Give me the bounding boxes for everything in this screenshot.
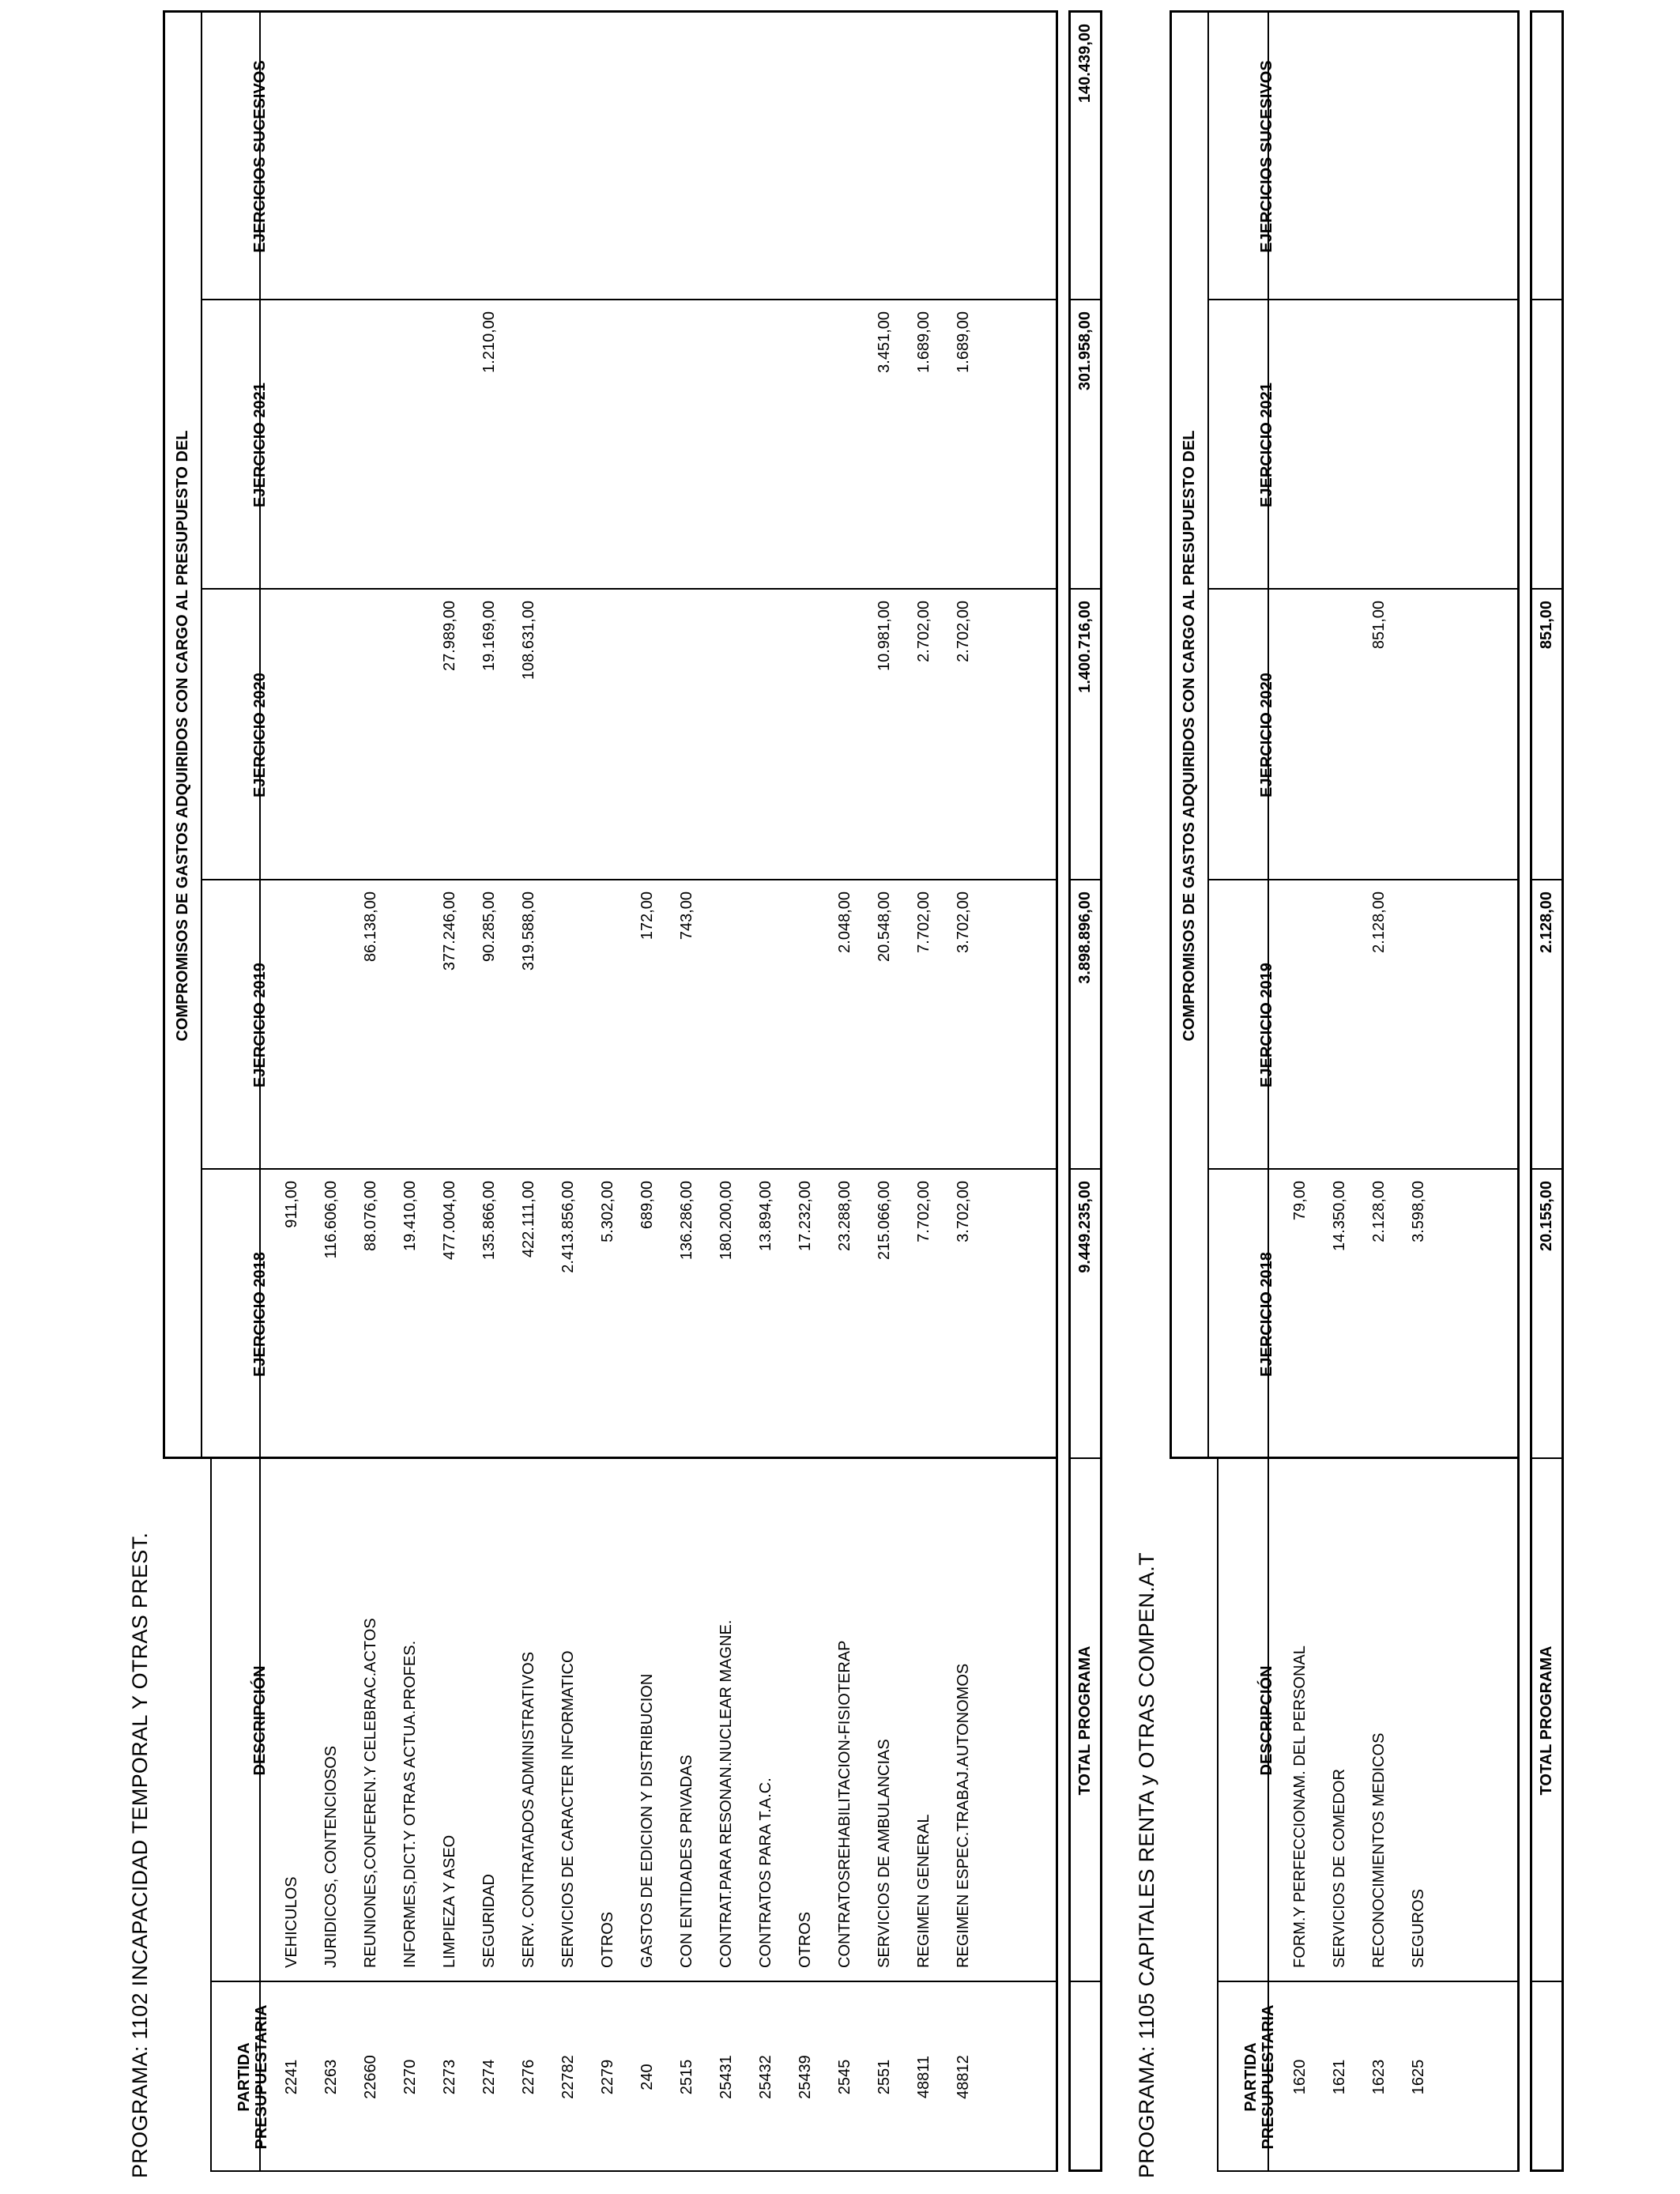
amount-cell: 86.138,00: [362, 892, 379, 962]
program-title: PROGRAMA: 1102 INCAPACIDAD TEMPORAL Y OTRAS PREST.: [128, 1532, 152, 2178]
descripcion-cell: SERV. CONTRATADOS ADMINISTRATIVOS: [520, 1651, 537, 1968]
amount-cell: 2.702,00: [915, 601, 932, 662]
amount-cell: 172,00: [638, 892, 656, 941]
descripcion-cell: CON ENTIDADES PRIVADAS: [678, 1755, 695, 1968]
amount-cell: 689,00: [638, 1181, 656, 1230]
table-top-border: [1170, 13, 1172, 1459]
col-divider: [1207, 879, 1517, 880]
table-top-border-left: [1217, 1459, 1219, 2172]
amount-cell: 116.606,00: [322, 1181, 340, 1259]
total-amount: 301.958,00: [1076, 311, 1094, 391]
table-top-border: [163, 13, 165, 1459]
amount-cell: 10.981,00: [876, 601, 893, 671]
total-label: TOTAL PROGRAMA: [1538, 1646, 1555, 1796]
descripcion-cell: SEGUROS: [1410, 1888, 1427, 1968]
partida-cell: 22660: [362, 2055, 379, 2099]
amount-cell: 19.169,00: [480, 601, 498, 671]
total-divider: [1530, 299, 1561, 300]
amount-cell: 136.286,00: [678, 1181, 695, 1261]
partida-cell: 22782: [559, 2055, 577, 2099]
amount-cell: 215.066,00: [876, 1181, 893, 1261]
amount-cell: 2.413.856,00: [559, 1181, 577, 1273]
amount-cell: 135.866,00: [480, 1181, 498, 1261]
amount-cell: 477.004,00: [441, 1181, 458, 1261]
amount-cell: 1.210,00: [480, 311, 498, 373]
table-right-border: [163, 10, 1058, 13]
descripcion-cell: INFORMES,DICT.Y OTRAS ACTUA.PROFES.: [401, 1640, 419, 1968]
header-year: EJERCICIO 2018: [1258, 1252, 1275, 1377]
header-year: EJERCICIO 2020: [1258, 673, 1275, 797]
header-year: EJERCICIO 2019: [1258, 963, 1275, 1088]
group-header-rule: [201, 13, 202, 1459]
descripcion-cell: SERVICIOS DE CARACTER INFORMATICO: [559, 1650, 577, 1968]
partida-cell: 48812: [955, 2055, 972, 2099]
header-year: EJERCICIO 2021: [1258, 383, 1275, 507]
amount-cell: 422.111,00: [520, 1181, 537, 1258]
amount-cell: 911,00: [283, 1181, 300, 1228]
amount-cell: 13.894,00: [757, 1181, 774, 1251]
descripcion-cell: SERVICIOS DE COMEDOR: [1331, 1769, 1348, 1968]
descripcion-cell: JURIDICOS, CONTENCIOSOS: [322, 1745, 340, 1968]
amount-cell: 2.702,00: [955, 601, 972, 662]
partida-cell: 2279: [599, 2059, 616, 2095]
total-amount: 1.400.716,00: [1076, 601, 1094, 693]
partida-cell: 2515: [678, 2059, 695, 2095]
descripcion-cell: OTROS: [599, 1911, 616, 1968]
amount-cell: 27.989,00: [441, 601, 458, 671]
header-year: EJERCICIO 2021: [251, 383, 269, 507]
amount-cell: 377.246,00: [441, 892, 458, 971]
descripcion-cell: SERVICIOS DE AMBULANCIAS: [876, 1739, 893, 1968]
header-year: EJERCICIOS SUCESIVOS: [1258, 60, 1275, 253]
program-title: PROGRAMA: 1105 CAPITALES RENTA y OTRAS COMPEN.A.T: [1135, 1552, 1158, 2178]
header-partida: PARTIDA PRESUPUESTARIA: [235, 2004, 270, 2150]
partida-cell: 1621: [1331, 2059, 1348, 2095]
partida-cell: 25439: [797, 2055, 814, 2099]
amount-cell: 5.302,00: [599, 1181, 616, 1242]
group-header-rule: [1207, 13, 1209, 1459]
amount-cell: 88.076,00: [362, 1181, 379, 1251]
total-amount: 9.449.235,00: [1076, 1181, 1094, 1273]
amount-cell: 851,00: [1370, 601, 1388, 650]
amount-cell: 14.350,00: [1331, 1181, 1348, 1251]
total-amount: 2.128,00: [1538, 892, 1555, 953]
partida-cell: 25432: [757, 2055, 774, 2099]
amount-cell: 2.128,00: [1370, 1181, 1388, 1242]
descripcion-cell: CONTRATOSREHABILITACION-FISIOTERAP: [836, 1640, 853, 1968]
total-amount: 20.155,00: [1538, 1181, 1555, 1251]
total-divider: [1530, 588, 1561, 590]
table-right-border: [1170, 10, 1520, 13]
partida-cell: 1625: [1410, 2059, 1427, 2095]
col-divider: [1207, 1168, 1517, 1170]
col-divider: [1207, 588, 1517, 590]
partida-cell: 2545: [836, 2059, 853, 2095]
amount-cell: 7.702,00: [915, 892, 932, 953]
header-year: EJERCICIO 2020: [251, 673, 269, 797]
header-descripcion: DESCRIPCIÓN: [251, 1665, 269, 1776]
col-divider: [201, 299, 1056, 300]
table-bottom-border: [1517, 13, 1520, 2172]
partida-cell: 2274: [480, 2059, 498, 2095]
descripcion-cell: CONTRATOS PARA T.A.C.: [757, 1777, 774, 1968]
col-divider: [1207, 299, 1517, 300]
partida-cell: 1623: [1370, 2059, 1388, 2095]
amount-cell: 20.548,00: [876, 892, 893, 962]
amount-cell: 17.232,00: [797, 1181, 814, 1251]
descripcion-cell: CONTRAT.PARA RESONAN.NUCLEAR MAGNE.: [718, 1619, 735, 1968]
header-group: COMPROMISOS DE GASTOS ADQUIRIDOS CON CARGO AL PRESUPUESTO DEL: [174, 430, 191, 1042]
header-group: COMPROMISOS DE GASTOS ADQUIRIDOS CON CARGO AL PRESUPUESTO DEL: [1181, 430, 1198, 1042]
amount-cell: 19.410,00: [401, 1181, 419, 1251]
amount-cell: 743,00: [678, 892, 695, 941]
descripcion-cell: REGIMEN ESPEC.TRABAJ.AUTONOMOS: [955, 1663, 972, 1968]
total-left-rule: [1068, 2169, 1102, 2172]
amount-cell: 1.689,00: [955, 311, 972, 373]
total-right-rule: [1530, 10, 1564, 13]
total-amount: 3.898.896,00: [1076, 892, 1094, 984]
descripcion-cell: OTROS: [797, 1911, 814, 1968]
header-descripcion: DESCRIPCIÓN: [1258, 1665, 1275, 1776]
header-partida: PARTIDA PRESUPUESTARIA: [1242, 2004, 1277, 2150]
amount-cell: 3.702,00: [955, 1181, 972, 1242]
table-bottom-border: [1056, 13, 1058, 2172]
total-label: TOTAL PROGRAMA: [1076, 1646, 1094, 1796]
partida-cell: 2276: [520, 2059, 537, 2095]
descripcion-cell: VEHICULOS: [283, 1876, 300, 1968]
descripcion-cell: REGIMEN GENERAL: [915, 1814, 932, 1968]
total-left-rule: [1530, 2169, 1564, 2172]
partida-cell: 25431: [718, 2055, 735, 2099]
amount-cell: 3.702,00: [955, 892, 972, 953]
total-right-rule: [1068, 10, 1102, 13]
partida-cell: 240: [638, 2064, 656, 2090]
total-bottom-rule: [1561, 13, 1564, 2172]
amount-cell: 3.451,00: [876, 311, 893, 373]
partida-cell: 1620: [1291, 2059, 1309, 2095]
descripcion-cell: REUNIONES,CONFEREN.Y CELEBRAC.ACTOS: [362, 1618, 379, 1968]
total-top-rule: [1068, 13, 1071, 2172]
descripcion-cell: SEGURIDAD: [480, 1874, 498, 1968]
partida-cell: 2241: [283, 2059, 300, 2095]
partida-cell: 2273: [441, 2059, 458, 2095]
descripcion-cell: LIMPIEZA Y ASEO: [441, 1834, 458, 1968]
header-year: EJERCICIO 2019: [251, 963, 269, 1088]
partida-cell: 48811: [915, 2055, 932, 2099]
table-top-border-left: [210, 1459, 212, 2172]
header-year: EJERCICIO 2018: [251, 1252, 269, 1377]
partida-cell: 2263: [322, 2059, 340, 2095]
amount-cell: 23.288,00: [836, 1181, 853, 1251]
descripcion-cell: FORM.Y PERFECCIONAM. DEL PERSONAL: [1291, 1646, 1309, 1968]
partida-cell: 2551: [876, 2059, 893, 2095]
descripcion-cell: RECONOCIMIENTOS MEDICOS: [1370, 1732, 1388, 1968]
amount-cell: 79,00: [1291, 1181, 1309, 1221]
total-amount: 851,00: [1538, 601, 1555, 650]
descripcion-cell: GASTOS DE EDICION Y DISTRIBUCION: [638, 1673, 656, 1968]
amount-cell: 180.200,00: [718, 1181, 735, 1261]
amount-cell: 1.689,00: [915, 311, 932, 373]
amount-cell: 108.631,00: [520, 601, 537, 680]
total-amount: 140.439,00: [1076, 24, 1094, 104]
amount-cell: 90.285,00: [480, 892, 498, 962]
header-year: EJERCICIOS SUCESIVOS: [251, 60, 269, 253]
amount-cell: 3.598,00: [1410, 1181, 1427, 1242]
amount-cell: 2.048,00: [836, 892, 853, 953]
partida-cell: 2270: [401, 2059, 419, 2095]
amount-cell: 2.128,00: [1370, 892, 1388, 953]
total-bottom-rule: [1100, 13, 1102, 2172]
amount-cell: 7.702,00: [915, 1181, 932, 1242]
total-top-rule: [1530, 13, 1532, 2172]
amount-cell: 319.588,00: [520, 892, 537, 971]
